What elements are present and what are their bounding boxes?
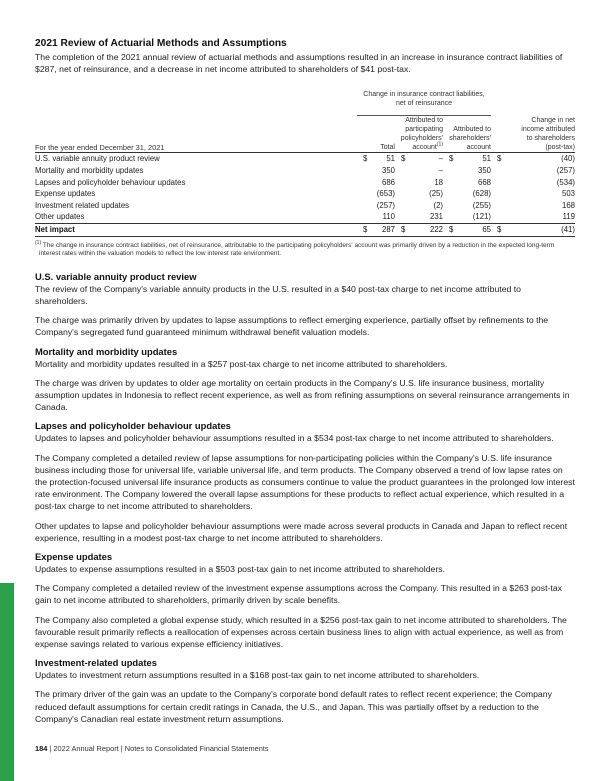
- section-color-tab: [0, 583, 14, 781]
- section-paragraph: The primary driver of the gain was an update to the Company's corporate bond default rates to reflect recent experience; the Company reduced default assumptions for certain credit ratings in Canada, the U.S., and Japan. This was partially offset by a reduction to the Company's Canadian real estate investment return assumptions.: [35, 689, 552, 724]
- actuarial-table: [35, 90, 575, 236]
- intro-paragraph: The completion of the 2021 annual review of actuarial methods and assumptions resulted in an increase in insurance contract liabilities of $287, net of reinsurance, and a decrease in net income attributed to shareholders of $41 post-tax.: [35, 52, 563, 75]
- section-heading: Mortality and morbidity updates: [35, 345, 178, 357]
- section-paragraph: The Company completed a detailed review of lapse assumptions for non-participating policies within the Company's U.S. life insurance business including those for universal life, variable universal life, and term products. The Company observed a trend of low lapse rates on the protection-focused universal life insurance products as consumers continue to value the product guarantees in the prolonged low interest rate environment. The Company lowered the overall lapse assumptions for these products to reflect actual experience, which resulted in a post-tax charge to net income attributed to shareholders.: [35, 452, 575, 512]
- table-row: Other updates 110 231 (121) 119: [35, 212, 575, 222]
- section-paragraph: Updates to investment return assumptions resulted in a $168 post-tax gain to net income attributed to shareholders.: [35, 670, 480, 681]
- page-content: [35, 38, 575, 732]
- col-participating-header: Attributed to participating policyholders' account$^{(1)}$: [395, 116, 443, 153]
- table-footnote: $^{(1)}$ The change in insurance contract liabilities, net of reinsurance, attributable to the participating policyholders' account was primarily driven by a reduction in the expected long-term interest rates within the valuation models to reflect the low interest rate environment.: [35, 239, 555, 258]
- net-impact-row: Net impact $ 287 $ 222 $ 65 $ (41): [35, 223, 575, 236]
- section-heading: Investment-related updates: [35, 657, 157, 669]
- page-number: 184: [35, 744, 48, 753]
- section-paragraph: Updates to expense assumptions resulted in a $503 post-tax gain to net income attributed to shareholders.: [35, 564, 446, 574]
- sections: [35, 271, 575, 725]
- page-heading: 2021 Review of Actuarial Methods and Assumptions: [35, 38, 287, 49]
- section-paragraph: Other updates to lapse and policyholder behaviour assumptions were made across several products in Canada and Japan to reflect recent experience, resulting in a modest post-tax charge to net income attributed to shareholders.: [35, 520, 568, 543]
- col-total-header: Total: [357, 116, 395, 153]
- table-row: Lapses and policyholder behaviour updates 686 18 668 (534): [35, 177, 575, 187]
- section-heading: Expense updates: [35, 551, 113, 562]
- section-paragraph: The Company also completed a global expense study, which resulted in a $256 post-tax gain to net income attributed to shareholders. The favourable result primarily reflects a reallocation of expenses across certain business lines to align with actual experience, as well as from expense savings related to various expense efficiency initiatives.: [35, 614, 567, 650]
- section-paragraph: The charge was driven by updates to older age mortality on certain products in the Company's U.S. life insurance business, mortality assumption updates in Indonesia to reflect recent experience, as well as from refining assumptions on several reinsurance arrangements in Canada.: [35, 377, 570, 413]
- row-header: For the year ended December 31, 2021: [35, 116, 357, 153]
- section-paragraph: Updates to lapses and policyholder behaviour assumptions resulted in a $534 post-tax charge to net income attributed to shareholders.: [35, 433, 554, 444]
- table-row: Mortality and morbidity updates 350 – 350 (257): [35, 166, 575, 175]
- col-shareholders-header: Attributed to shareholders' account: [443, 116, 491, 153]
- section-paragraph: The charge was primarily driven by updates to lapse assumptions to reflect emerging experience, partially offset by refinements to the Company's segregated fund guaranteed minimum withdrawal benefit valuation models.: [35, 315, 549, 338]
- col-change-header: Change in net income attributed to shareholders (post-tax): [491, 116, 575, 153]
- table-row: Investment related updates (257) (2) (255) 168: [35, 200, 575, 210]
- section-paragraph: Mortality and morbidity updates resulted in a $257 post-tax charge to net income attributed to shareholders.: [35, 358, 448, 369]
- section-heading: U.S. variable annuity product review: [35, 270, 197, 282]
- section-name: Notes to Consolidated Financial Statements: [124, 744, 269, 753]
- page-footer: 184 | 2022 Annual Report | Notes to Consolidated Financial Statements: [35, 744, 269, 753]
- report-name: 2022 Annual Report: [53, 744, 119, 753]
- table-row: Expense updates (653) (25) (628) 503: [35, 189, 575, 199]
- section-paragraph: The review of the Company's variable annuity products in the U.S. resulted in a $40 post-tax charge to net income attributed to shareholders.: [35, 283, 522, 306]
- group-header: Change in insurance contract liabilities, net of reinsurance: [363, 91, 485, 108]
- section-heading: Lapses and policyholder behaviour updates: [35, 420, 231, 432]
- table-row: U.S. variable annuity product review $ 51 $ – $ 51 $ (40): [35, 154, 575, 164]
- section-paragraph: The Company completed a detailed review of the investment expense assumptions across the Company. This resulted in a $263 post-tax gain to net income attributed to shareholders, primarily driven by scale benefits.: [35, 583, 563, 606]
